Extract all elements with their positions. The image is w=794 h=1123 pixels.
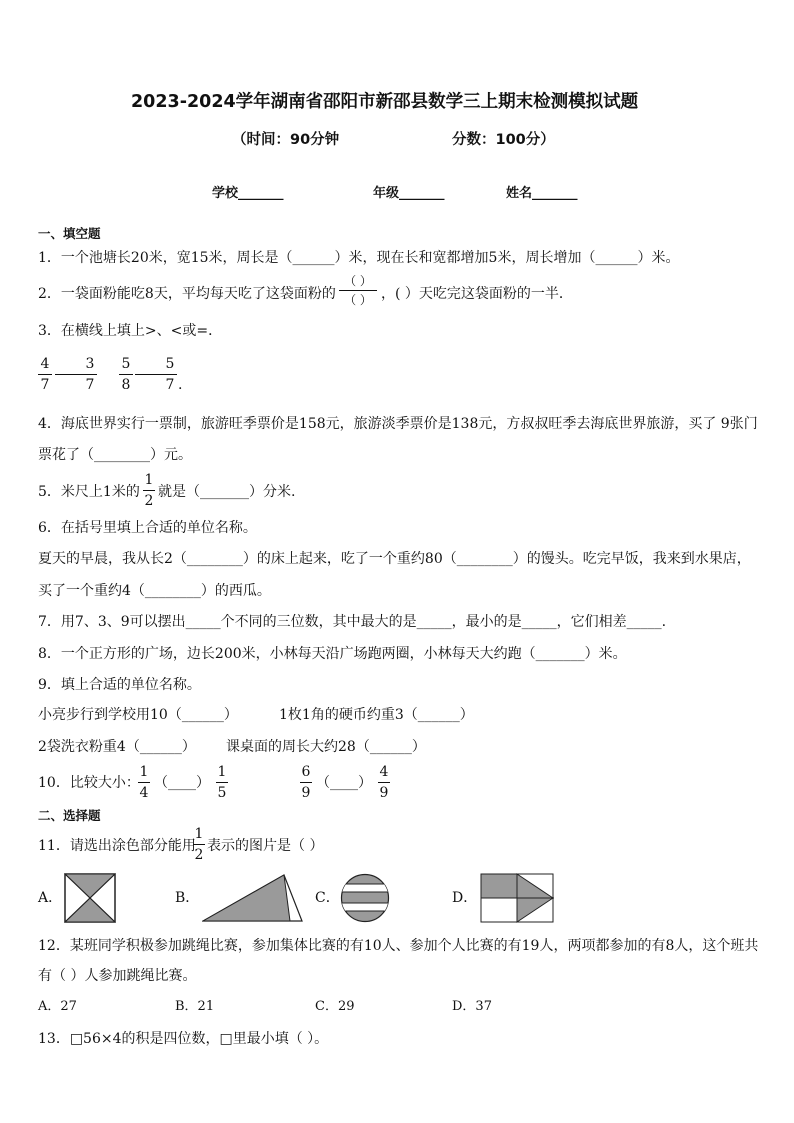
fraction-denominator: 9 (379, 785, 389, 801)
question-4-line-2: 票花了（________）元。 (38, 447, 192, 463)
question-8: 8．一个正方形的广场，边长200米，小林每天沿广场跑两圈，小林每天大约跑（_______）米。 (38, 646, 627, 662)
fraction-bar (163, 374, 177, 375)
question-5-prefix: 5．米尺上1米的 (38, 484, 140, 500)
fraction-bar (119, 374, 133, 375)
question-5-suffix: 就是（_______）分米. (158, 484, 296, 500)
section-heading-choice: 二、选择题 (38, 808, 101, 823)
fraction-bar (300, 782, 312, 783)
question-5-fraction (143, 472, 155, 509)
q11-option-c-label[interactable]: C． (315, 890, 340, 906)
fraction-numerator: 1 (144, 472, 154, 488)
page-title: 2023-2024学年湖南省邵阳市新邵县数学三上期末检测模拟试题 (131, 92, 639, 112)
fraction-numerator: 1 (217, 764, 227, 780)
q3-fraction-4 (163, 356, 177, 393)
question-2-prefix: 2．一袋面粉能吃8天，平均每天吃了这袋面粉的 (38, 286, 336, 302)
fraction-bar (138, 782, 150, 783)
fraction-bar (83, 374, 97, 375)
fraction-denominator: 2 (194, 847, 204, 863)
q3-fraction-2 (83, 356, 97, 393)
question-12-line-1: 12．某班同学积极参加跳绳比赛，参加集体比赛的有10人、参加个人比赛的有19人，两项都参加的有8人，这个班共 (38, 938, 759, 954)
question-9-item-c: 2袋洗衣粉重4（______） (38, 739, 196, 755)
fraction-numerator: 4 (379, 764, 389, 780)
q12-option-a[interactable]: A．27 (38, 999, 77, 1014)
question-6-line-1: 6．在括号里填上合适的单位名称。 (38, 520, 257, 536)
grade-field: 年级_______ (373, 186, 445, 201)
fraction-numerator: 1 (139, 764, 149, 780)
fraction-denominator: 9 (301, 785, 311, 801)
question-2-suffix: ，( ）天吃完这袋面粉的一半． (381, 286, 573, 302)
fraction-denominator: 2 (144, 493, 154, 509)
question-12-line-2: 有（ ）人参加跳绳比赛。 (38, 968, 197, 984)
question-11-fraction (193, 826, 205, 863)
q11-option-a-figure[interactable] (64, 873, 116, 923)
question-1: 1．一个池塘长20米，宽15米，周长是（______）米，现在长和宽都增加5米，周长增加（______）米。 (38, 250, 680, 266)
q12-option-c[interactable]: C．29 (315, 999, 355, 1014)
exam-time: （时间：90分钟 (232, 132, 340, 148)
q11-option-b-figure[interactable] (202, 873, 304, 923)
question-9-item-b: 1枚1角的硬币约重3（______） (279, 707, 474, 723)
name-field: 姓名_______ (506, 186, 578, 201)
fraction-numerator: 6 (301, 764, 311, 780)
fraction-bar (339, 290, 377, 291)
fraction-denominator: 4 (139, 785, 149, 801)
section-heading-fill-blank: 一、填空题 (38, 226, 101, 241)
fraction-denominator: 8 (121, 377, 131, 393)
fraction-bar (38, 374, 52, 375)
q3-period: . (178, 377, 183, 393)
q11-option-c-figure[interactable] (340, 873, 390, 923)
exam-score: 分数：100分） (452, 132, 555, 148)
question-10-label: 10．比较大小： (38, 775, 140, 791)
q10-fraction-1 (138, 764, 150, 801)
q11-option-d-figure[interactable] (480, 873, 554, 923)
fraction-bar (378, 782, 390, 783)
q3-blank-2[interactable] (135, 374, 163, 375)
fraction-denominator: 5 (217, 785, 227, 801)
q10-blank-1[interactable]: （____） (154, 775, 210, 791)
question-9-item-a: 小亮步行到学校用10（______） (38, 707, 238, 723)
question-11-suffix: 表示的图片是（ ） (207, 838, 324, 854)
question-6-line-3: 买了一个重约4（________）的西瓜。 (38, 583, 271, 599)
q10-fraction-2 (216, 764, 228, 801)
fraction-denominator: （ ） (344, 293, 372, 307)
fraction-numerator: （ ） (344, 274, 372, 288)
fraction-bar (216, 782, 228, 783)
fraction-numerator: 3 (85, 356, 95, 372)
fraction-numerator: 4 (40, 356, 50, 372)
q10-fraction-3 (300, 764, 312, 801)
fraction-denominator: 7 (85, 377, 95, 393)
fraction-bar (193, 844, 205, 845)
q3-fraction-1 (38, 356, 52, 393)
q3-fraction-3 (119, 356, 133, 393)
question-7: 7．用7、3、9可以摆出_____个不同的三位数，其中最大的是_____，最小的是_____，它们相差_____. (38, 614, 667, 630)
q11-option-b-label[interactable]: B． (175, 890, 200, 906)
fraction-numerator: 5 (121, 356, 131, 372)
q12-option-b[interactable]: B．21 (175, 999, 215, 1014)
fraction-denominator: 7 (40, 377, 50, 393)
q3-blank-1[interactable] (55, 374, 83, 375)
question-13: 13．□56×4的积是四位数，□里最小填（ ）。 (38, 1031, 329, 1047)
question-6-line-2: 夏天的早晨，我从长2（________）的床上起来，吃了一个重约80（________）的馒头。吃完早饭，我来到水果店， (38, 551, 751, 567)
question-2-fraction (339, 274, 377, 307)
question-9: 9．填上合适的单位名称。 (38, 677, 201, 693)
fraction-numerator: 5 (165, 356, 175, 372)
q11-option-d-label[interactable]: D． (452, 890, 478, 906)
fraction-numerator: 1 (194, 826, 204, 842)
question-9-item-d: 课桌面的周长大约28（______） (226, 739, 426, 755)
question-3: 3．在横线上填上>、<或=． (38, 323, 223, 339)
fraction-bar (143, 490, 155, 491)
q10-fraction-4 (378, 764, 390, 801)
question-11-prefix: 11．请选出涂色部分能用 (38, 838, 196, 854)
fraction-denominator: 7 (165, 377, 175, 393)
q10-blank-2[interactable]: （____） (316, 775, 372, 791)
question-4-line-1: 4．海底世界实行一票制，旅游旺季票价是158元，旅游淡季票价是138元，方叔叔旺季去海底世界旅游，买了 9张门 (38, 416, 758, 432)
q11-option-a-label[interactable]: A． (38, 890, 63, 906)
school-field: 学校_______ (212, 186, 284, 201)
q12-option-d[interactable]: D．37 (452, 999, 492, 1014)
